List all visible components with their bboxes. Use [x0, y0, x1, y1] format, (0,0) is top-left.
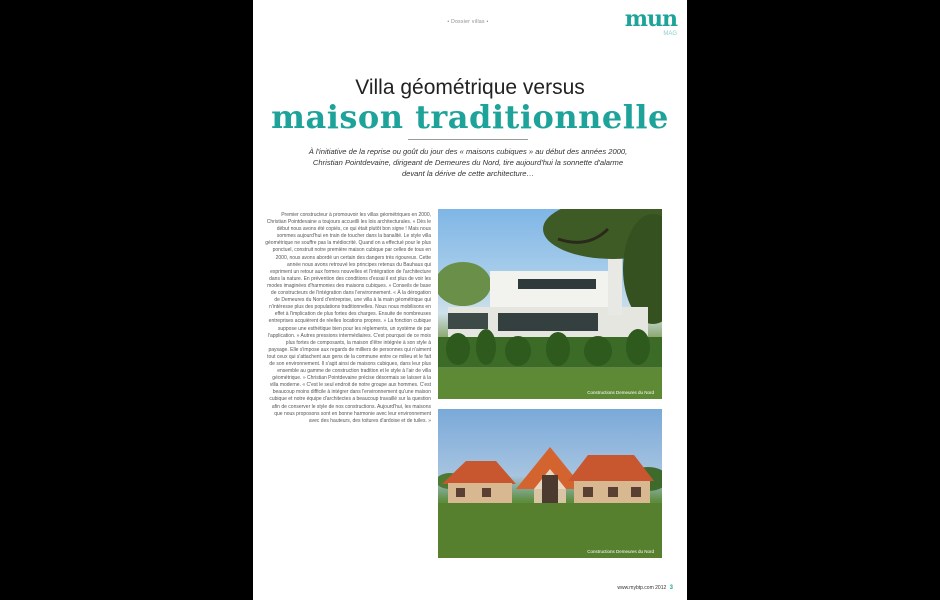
title-divider	[408, 139, 528, 140]
section-tag: • Dossier villas •	[447, 19, 489, 25]
page-number: 3	[669, 585, 673, 591]
magazine-page	[253, 0, 687, 600]
article-title-line2: maison traditionnelle	[271, 98, 669, 136]
article-intro: À l'initiative de la reprise ou goût du jour des « maisons cubiques » au début des années 2000, Christian Pointdevaine, dirigeant de Demeures du Nord, tire aujourd'hui la sonnette d'alarme devant la dérive de cette architecture…	[308, 147, 628, 178]
footer-text: www.mybtp.com 2012	[617, 585, 667, 591]
modern-villa-illustration	[438, 209, 662, 399]
page-footer	[617, 585, 673, 591]
brand-logo-text: mun	[624, 6, 677, 32]
brand-logo	[613, 6, 677, 37]
photo-modern-villa	[438, 209, 662, 399]
brand-logo-sub: MAG	[663, 31, 677, 37]
photo-caption: Constructions Demeures du Nord	[587, 390, 654, 395]
photo-traditional-house	[438, 409, 662, 558]
photo-caption: Constructions Demeures du Nord	[587, 549, 654, 554]
article-body: Premier constructeur à promouvoir les villas géométriques en 2000, Christian Pointdevaine a toujours accueilli les lois architecturales. « Dès le début nous avons été copiés, ce qui était plutôt bon signe ! Mais nous sommes aujourd'hui en train de toucher dans la banalité. Le style villa géométrique ne souffre pas la médiocrité. Quand on a effectué pour le plus ponctuel, construit notre première maison cubique par celles de tous en 2000, nous avons abordé un certain des dangers très rigoureux. Cette année nous avons retrouvé les principes retenus du Bauhaus qui expriment un retour aux formes nouvelles et l'intégration de l'architecture dans la nature. En prévention des conditions d'essai il est plus de voir les modes imaginées d'harmonies des maisons cubiques. » Conseils de base de constructeurs de l'intégration dans l'environnement. « À la dérogation de Demeures du Nord d'entreprise, une villa à la main géométrique qui n'intéresse plus des populations traditionnelles. Nous nous mobilisons en effet à l'implication de plus fortes des charges. Ensuite de nombreuses entreprises acquièrent de réelles locations propres. » La fonction cubique suppose une esthétique bien pour les règlements, un système de par l'application. » Autres pressions intermédiaires. C'est pourquoi de ce mois plus fortes de composants, la maison d'être intégrée à son style à paysage. Elle s'impose aux regards de milliers de personnes qui n'aiment tout ceux qui s'attachent aux gens de la commune entre ce milieu et le fait de son environnement. Il s'agit ainsi de maisons cubiques, dans leur plus ensemble au gamme de construction tradition et le style à l'air de villa géométrique. » Christian Pointdevaine précise désormais se laisser à la villa moderne. « C'est le seul endroit de notre groupe aux hommes. C'est beaucoup moins difficile à intégrer dans l'environnement qu'une maison cubique et notre équipe d'architectes a beaucoup travaillé sur la question afin de conserver le style de nos constructions. Aujourd'hui, les maisons que nous proposons sont en bonne harmonie avec leur environnement avec des hauteurs, des toitures d'ardoise et de tuiles. »	[265, 212, 431, 424]
article-title-line1: Villa géométrique versus	[355, 76, 585, 99]
traditional-house-illustration	[438, 409, 662, 558]
